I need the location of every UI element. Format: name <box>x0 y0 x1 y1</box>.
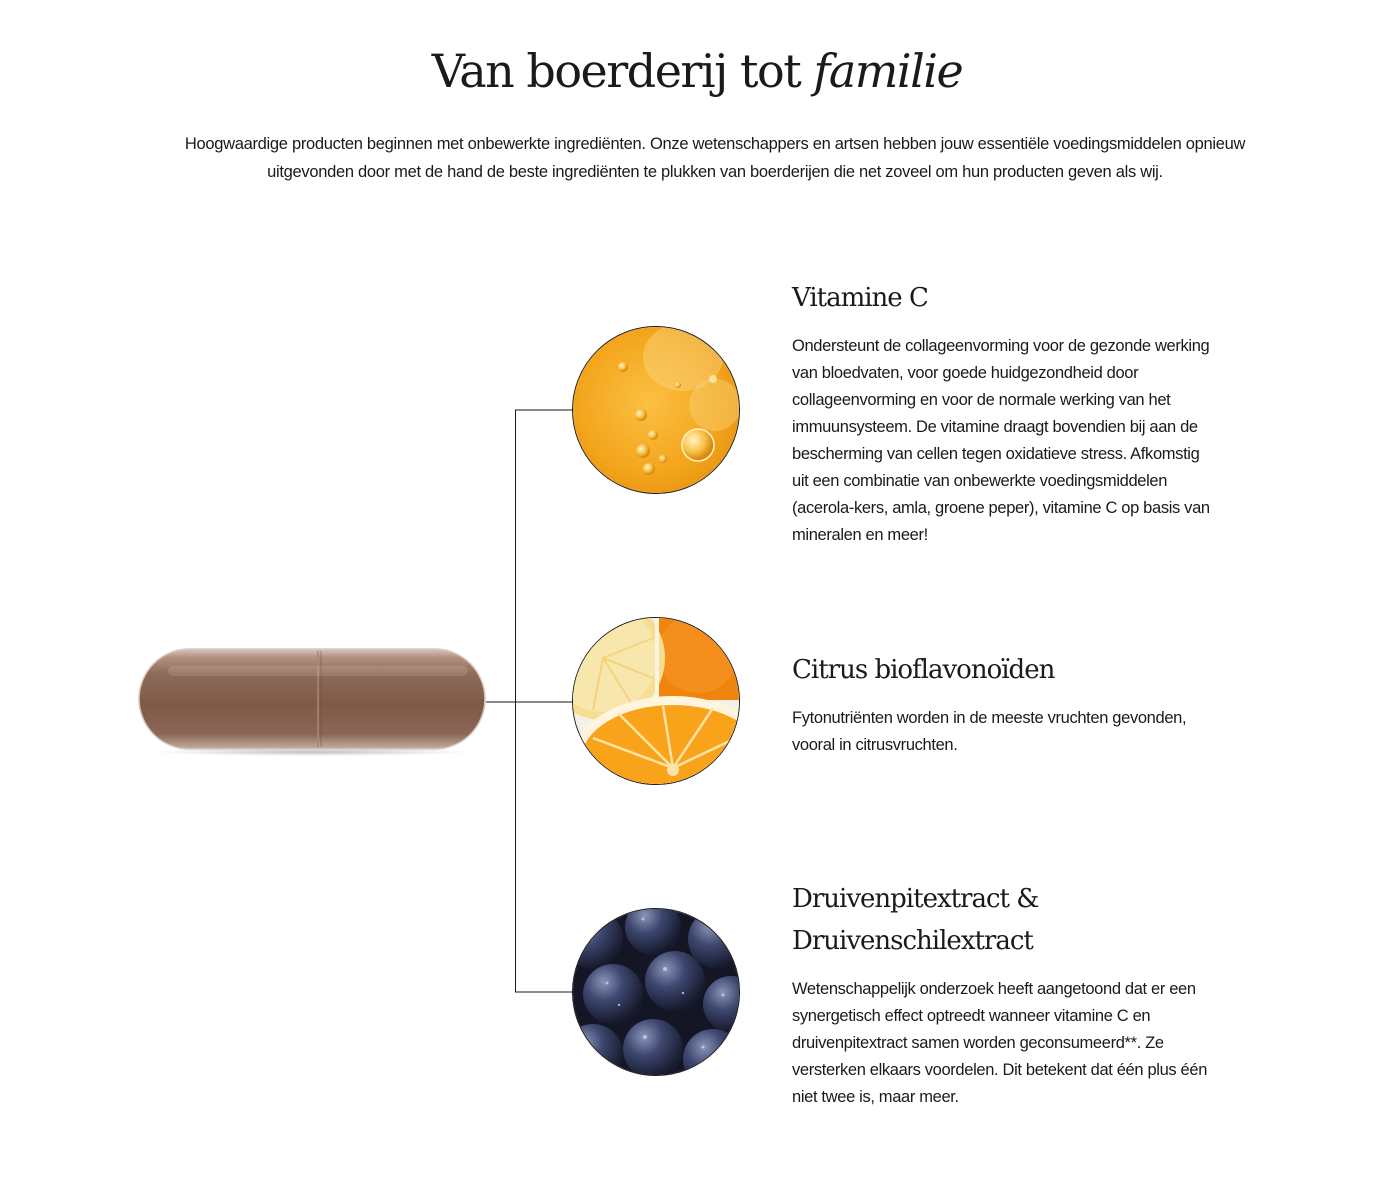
supplement-capsule <box>138 648 486 756</box>
title-italic: familie <box>813 44 963 98</box>
ingredient-title-grape-line2: Druivenschilextract <box>792 926 1033 956</box>
citrus-image <box>572 617 740 785</box>
ingredient-text-citrus: Fytonutriënten worden in de meeste vruchten gevonden, vooral in citrusvruchten. <box>792 709 1187 754</box>
ingredient-title-grape <box>792 878 1232 962</box>
ingredient-title-citrus: Citrus bioflavonoïden <box>792 655 1055 685</box>
title-main: Van boerderij tot <box>431 44 801 98</box>
ingredient-title-grape-line1: Druivenpitextract & <box>792 884 1039 914</box>
vitamin-c-image <box>572 326 740 494</box>
ingredient-text-vitamin-c: Ondersteunt de collageenvorming voor de gezonde werking van bloedvaten, voor goede huidgezondheid door collageenvorming en voor de normale werking van het immuunsysteem. De vitamine draagt bovendien bij aan de bescherming van cellen tegen oxidatieve stress. Afkomstig uit een combinatie van onbewerkte voedingsmiddelen (acerola-kers, amla, groene peper), vitamine C op basis van mineralen en meer! <box>792 337 1210 544</box>
intro-text: Hoogwaardige producten beginnen met onbewerkte ingrediënten. Onze wetenschappers en artsen hebben jouw essentiële voedingsmiddelen opnieuw uitgevonden door met de hand de beste ingrediënten te plukken van boerderijen die net zoveel om hun producten geven als wij. <box>184 135 1246 181</box>
ingredient-title-vitamin-c: Vitamine C <box>792 283 928 313</box>
grapes-image <box>572 908 740 1076</box>
ingredient-text-grape: Wetenschappelijk onderzoek heeft aangetoond dat er een synergetisch effect optreedt wanneer vitamine C en druivenpitextract samen worden geconsumeerd**. Ze versterken elkaars voordelen. Dit betekent dat één plus één niet twee is, maar meer. <box>792 980 1208 1106</box>
